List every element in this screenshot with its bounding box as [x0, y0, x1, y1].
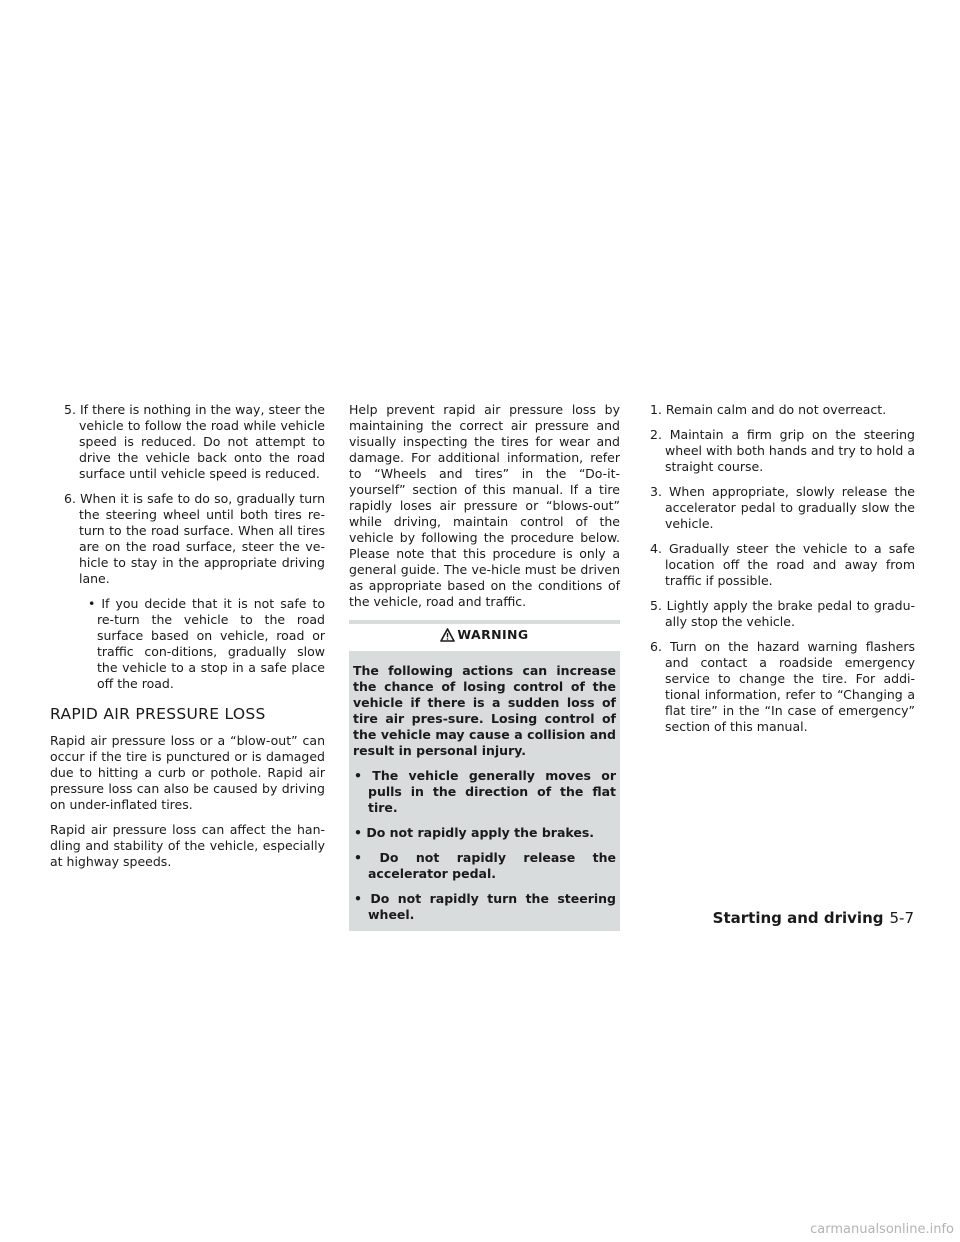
procedure-step-3: 3. When appropriate, slowly release the accelerator pedal to gradually slow the vehicle.	[650, 484, 915, 531]
column-right	[636, 402, 915, 744]
step-5: 5. If there is nothing in the way, steer the vehicle to follow the road while vehicle speed is reduced. Do not attempt to drive the vehicle back onto the road surface until vehicle speed is reduced.	[64, 402, 325, 481]
warning-bullet: • The vehicle generally moves or pulls in the direction of the flat tire.	[354, 768, 616, 815]
procedure-step-2: 2. Maintain a firm grip on the steering wheel with both hands and try to hold a straight course.	[650, 427, 915, 474]
warning-title: WARNING	[457, 627, 529, 642]
section-heading: RAPID AIR PRESSURE LOSS	[50, 705, 266, 723]
paragraph-blowout: Rapid air pressure loss or a “blow-out” can occur if the tire is punctured or is damaged due to hitting a curb or pothole. Rapid air pressure loss can also be caused by driving on under-inflated tires.	[50, 733, 325, 812]
paragraph-prevention: Help prevent rapid air pressure loss by maintaining the correct air pressure and visually inspecting the tires for wear and damage. For additional information, refer to “Wheels and tires” in the “Do-it-yourself” section of this manual. If a tire rapidly loses air pressure or “blows-out” while driving, maintain control of the vehicle by following the procedure below. Please note that this procedure is only a general guide. The ve-hicle must be driven as appropriate based on the conditions of the vehicle, road and traffic.	[349, 402, 620, 609]
warning-box	[349, 620, 620, 931]
page-number: 5-7	[889, 909, 914, 927]
warning-bullet: • Do not rapidly apply the brakes.	[354, 825, 595, 840]
procedure-step-4: 4. Gradually steer the vehicle to a safe location off the road and away from traffic if possible.	[650, 541, 915, 588]
warning-header	[349, 624, 620, 651]
procedure-step-5: 5. Lightly apply the brake pedal to gradu-ally stop the vehicle.	[650, 598, 915, 629]
watermark: carmanualsonline.info	[810, 1222, 954, 1237]
step-6-sub-bullet: • If you decide that it is not safe to re-turn the vehicle to the road surface based on vehicle, road or traffic con-ditions, gradually slow the vehicle to a stop in a safe place off the road.	[88, 596, 325, 691]
warning-bullet: • Do not rapidly release the accelerator pedal.	[354, 850, 616, 881]
column-left	[50, 402, 325, 879]
warning-triangle-icon	[440, 628, 455, 642]
procedure-step-6: 6. Turn on the hazard warning flashers and contact a roadside emergency service to change the tire. For addi-tional information, refer to “Changing a flat tire” in the “In case of emergency” section of this manual.	[650, 639, 915, 734]
column-middle	[349, 402, 620, 931]
footer-section-title: Starting and driving	[712, 909, 884, 927]
step-6: 6. When it is safe to do so, gradually turn the steering wheel until both tires re-turn to the road surface. When all tires are on the road surface, steer the ve-hicle to stay in the appropriate driving lane.	[64, 491, 325, 586]
paragraph-handling: Rapid air pressure loss can affect the han-dling and stability of the vehicle, especially at highway speeds.	[50, 822, 325, 869]
page-footer	[713, 908, 914, 928]
warning-text: The following actions can increase the chance of losing control of the vehicle if there is a sudden loss of tire air pres-sure. Losing control of the vehicle may cause a collision and result in personal injury.	[353, 663, 616, 758]
procedure-step-1: 1. Remain calm and do not overreact.	[650, 402, 887, 417]
warning-bullet: • Do not rapidly turn the steering wheel.	[354, 891, 616, 922]
